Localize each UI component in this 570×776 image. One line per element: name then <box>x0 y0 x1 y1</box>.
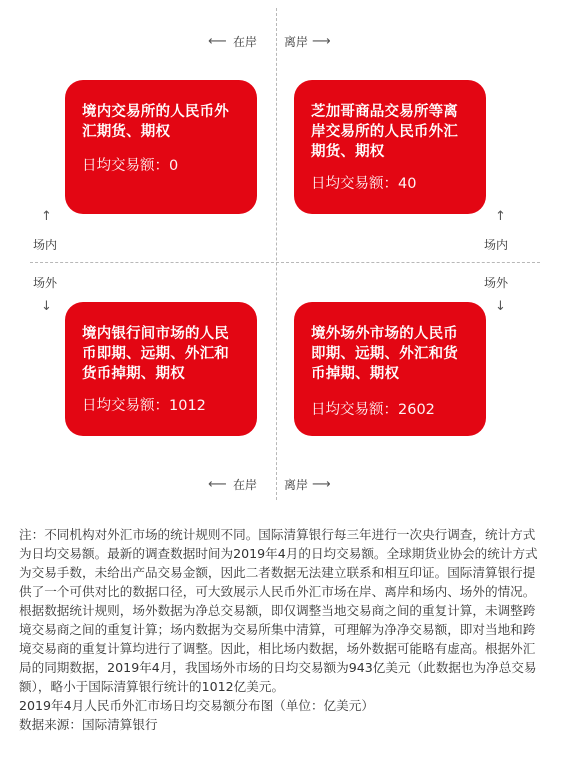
label-onshore-bottom: 在岸 <box>233 478 258 492</box>
quadrant-title: 境内银行间市场的人民币即期、远期、外汇和货币掉期、期权 <box>82 326 229 382</box>
quadrant-value: 日均交易额：0 <box>82 158 179 174</box>
vertical-divider <box>276 8 277 500</box>
label-otc-right: 场外 <box>484 276 509 290</box>
quadrant-onshore-otc <box>65 302 257 436</box>
quadrant-title: 境内交易所的人民币外汇期货、期权 <box>82 104 229 140</box>
arrow-down-icon: ↓ <box>495 299 506 314</box>
arrow-down-icon: ↓ <box>41 299 52 314</box>
arrow-left-icon: ⟵ <box>208 34 227 49</box>
label-exchange-left: 场内 <box>33 238 58 252</box>
quadrant-onshore-exchange <box>65 80 257 214</box>
label-onshore-top: 在岸 <box>233 35 258 49</box>
quadrant-offshore-otc <box>294 302 486 436</box>
arrow-up-icon: ↑ <box>495 209 506 224</box>
quadrant-offshore-exchange <box>294 80 486 214</box>
quadrant-value: 日均交易额：40 <box>311 176 417 192</box>
label-offshore-bottom: 离岸 <box>284 478 309 492</box>
quadrant-value: 日均交易额：2602 <box>311 402 435 418</box>
arrow-up-icon: ↑ <box>41 209 52 224</box>
label-otc-left: 场外 <box>33 276 58 290</box>
label-offshore-top: 离岸 <box>284 35 309 49</box>
label-exchange-right: 场内 <box>484 238 509 252</box>
quadrant-title: 芝加哥商品交易所等离岸交易所的人民币外汇期货、期权 <box>311 104 458 160</box>
arrow-left-icon: ⟵ <box>208 477 227 492</box>
quadrant-value: 日均交易额：1012 <box>82 398 206 414</box>
quadrant-title: 境外场外市场的人民币即期、远期、外汇和货币掉期、期权 <box>311 326 458 382</box>
data-source: 数据来源：国际清算银行 <box>19 717 158 732</box>
figure-caption: 2019年4月人民币外汇市场日均交易额分布图（单位：亿美元） <box>19 698 374 713</box>
arrow-right-icon: ⟶ <box>312 34 331 49</box>
horizontal-divider <box>30 262 540 263</box>
notes-paragraph: 注：不同机构对外汇市场的统计规则不同。国际清算银行每三年进行一次央行调查，统计方式为日均交易额。最新的调查数据时间为2019年4月的日均交易额。全球期货业协会的统计方式为交易手数，未给出产品交易金额，因此二者数据无法建立联系和相互印证。国际清算银行提供了一个可供对比的数据口径，可大致展示人民币外汇市场在岸、离岸和场内、场外的情况。根据数据统计规则，场外数据为净总交易额，即仅调整当地交易商之间的重复计算，未调整跨境交易商之间的重复计算；场内数据为交易所集中清算，可理解为净净交易额，即对当地和跨境交易商的重复计算均进行了调整。因此，相比场内数据，场外数据可能略有虚高。根据外汇局的同期数据，2019年4月，我国场外市场的日均交易额为943亿美元（此数据也为净总交易额），略小于国际清算银行统计的1012亿美元。 <box>19 527 538 694</box>
notes-section <box>19 525 547 734</box>
arrow-right-icon: ⟶ <box>312 477 331 492</box>
